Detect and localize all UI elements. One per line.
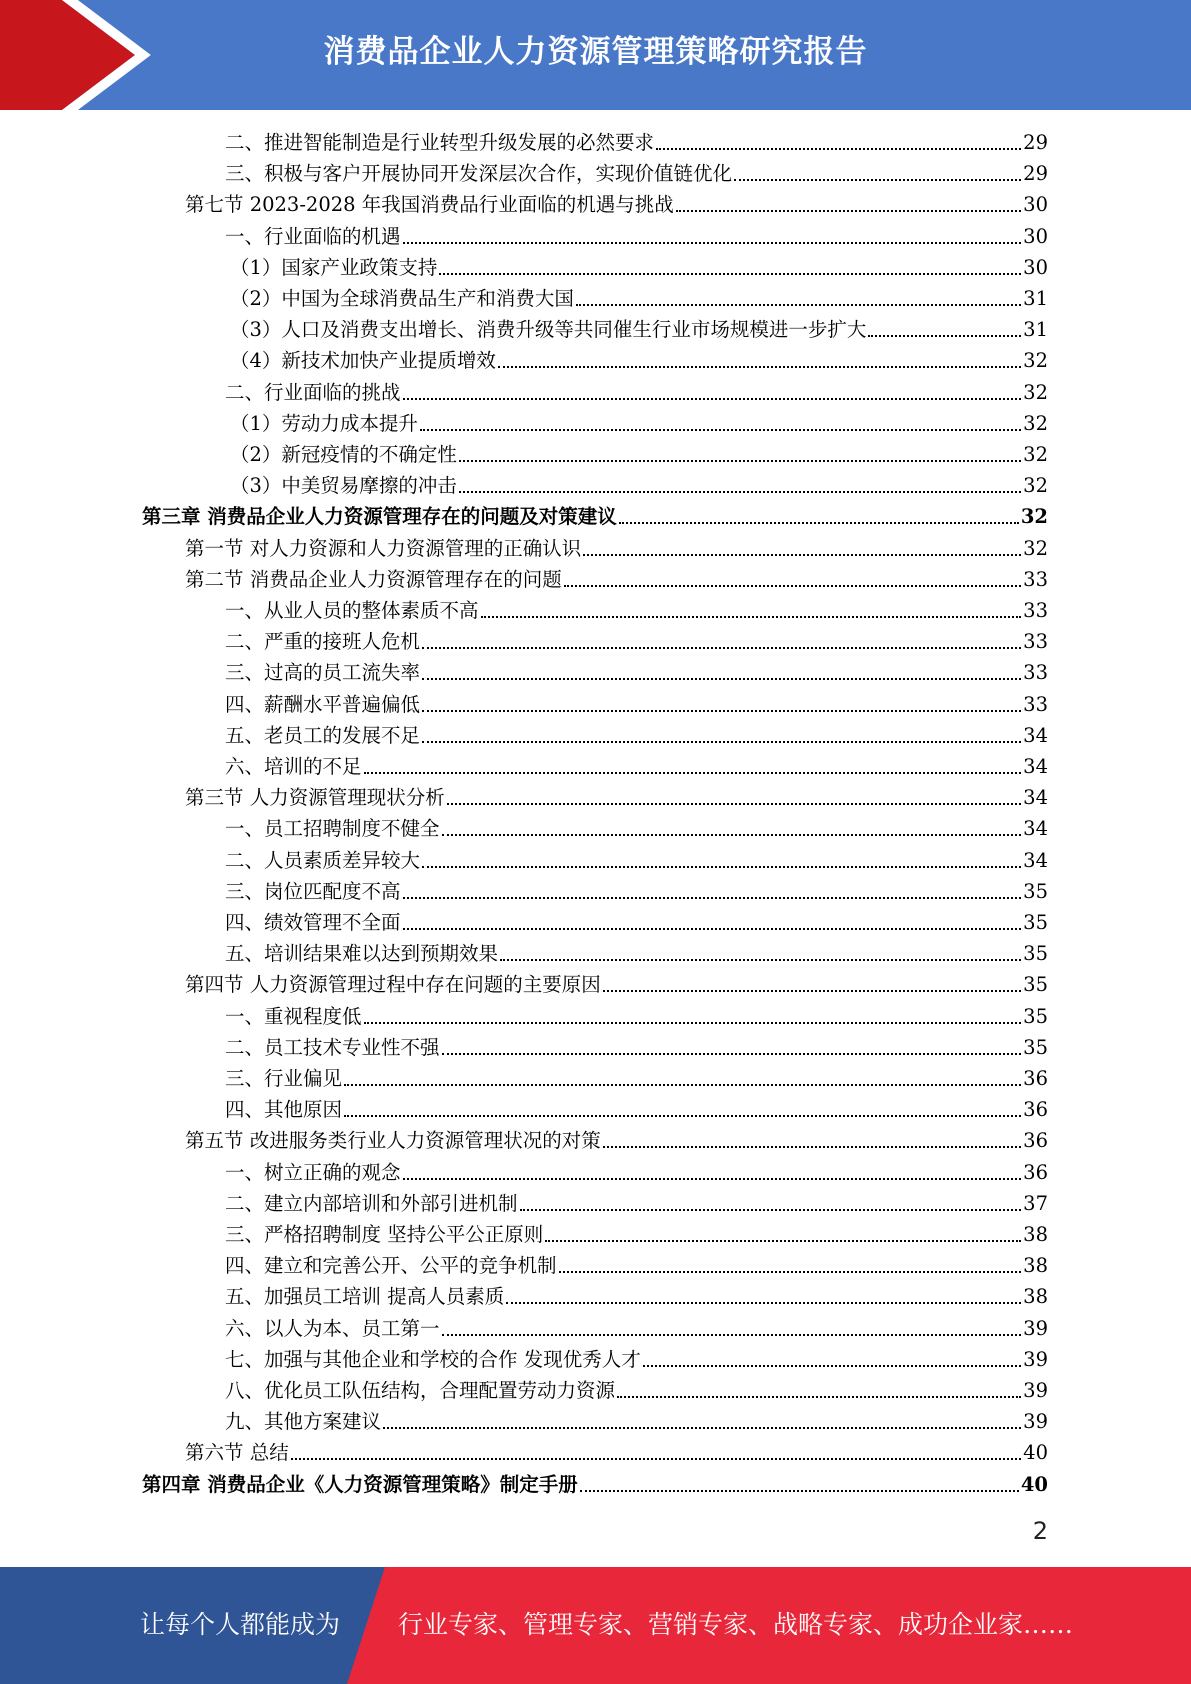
toc-dot-leader <box>422 741 1021 743</box>
toc-entry-title: 三、过高的员工流失率 <box>225 661 421 685</box>
toc-entry-title: 四、建立和完善公开、公平的竞争机制 <box>225 1254 557 1278</box>
toc-page-number: 30 <box>1023 255 1048 279</box>
toc-page-number: 35 <box>1023 1035 1048 1059</box>
toc-page-number: 34 <box>1023 848 1048 872</box>
toc-item-entry[interactable] <box>225 1032 1048 1063</box>
toc-item-entry[interactable] <box>225 689 1048 720</box>
toc-entry-title: 九、其他方案建议 <box>225 1410 382 1434</box>
toc-entry-title: （1）国家产业政策支持 <box>230 255 438 279</box>
toc-page-number: 36 <box>1023 1098 1048 1122</box>
toc-page-number: 30 <box>1023 193 1048 217</box>
toc-dot-leader <box>364 772 1022 774</box>
toc-page-number: 31 <box>1023 287 1048 310</box>
document-title: 消费品企业人力资源管理策略研究报告 <box>323 34 868 70</box>
toc-entry-title: 四、其他原因 <box>225 1098 343 1122</box>
toc-entry-title: （4）新技术加快产业提质增效 <box>230 349 496 373</box>
toc-item-entry[interactable] <box>230 439 1048 470</box>
toc-dot-leader <box>442 834 1022 836</box>
toc-dot-leader <box>545 1240 1021 1242</box>
toc-page-number: 40 <box>1020 1472 1048 1496</box>
toc-dot-leader <box>459 460 1021 462</box>
toc-dot-leader <box>442 1053 1022 1055</box>
toc-dot-leader <box>643 1365 1021 1367</box>
toc-dot-leader <box>422 710 1021 712</box>
toc-entry-title: 第一节 对人力资源和人力资源管理的正确认识 <box>185 536 582 560</box>
toc-entry-title: 二、严重的接班人危机 <box>225 630 421 654</box>
toc-dot-leader <box>364 1022 1022 1024</box>
toc-entry-title: 一、重视程度低 <box>225 1004 362 1028</box>
toc-dot-leader <box>439 273 1021 275</box>
toc-page-number: 32 <box>1023 349 1048 373</box>
toc-entry-title: （3）中美贸易摩擦的冲击 <box>230 474 457 498</box>
toc-page-number: 29 <box>1023 162 1048 186</box>
toc-dot-leader <box>656 148 1021 150</box>
toc-item-entry[interactable] <box>230 314 1048 345</box>
toc-item-entry[interactable] <box>225 1406 1048 1437</box>
toc-page-number: 35 <box>1023 879 1048 903</box>
toc-item-entry[interactable] <box>225 876 1048 907</box>
toc-entry-title: 第四章 消费品企业《人力资源管理策略》制定手册 <box>142 1472 578 1496</box>
toc-entry-title: 二、人员素质差异较大 <box>225 848 421 872</box>
toc-dot-leader <box>559 1271 1022 1273</box>
toc-item-entry[interactable] <box>230 283 1048 314</box>
toc-entry-title: 五、加强员工培训 提高人员素质 <box>225 1285 505 1309</box>
footer-slogan-right: 行业专家、管理专家、营销专家、战略专家、成功企业家…… <box>398 1610 1074 1639</box>
toc-item-entry[interactable] <box>225 938 1048 969</box>
toc-entry-title: 二、行业面临的挑战 <box>225 380 401 404</box>
toc-dot-leader <box>291 1458 1021 1460</box>
toc-entry-title: 六、培训的不足 <box>225 755 362 778</box>
toc-entry-title: 三、严格招聘制度 坚持公平公正原则 <box>225 1223 544 1246</box>
toc-dot-leader <box>442 1334 1022 1336</box>
toc-dot-leader <box>403 1178 1022 1180</box>
toc-item-entry[interactable] <box>225 1157 1048 1188</box>
toc-item-entry[interactable] <box>225 595 1048 626</box>
toc-dot-leader <box>734 179 1021 181</box>
toc-item-entry[interactable] <box>225 221 1048 252</box>
toc-item-entry[interactable] <box>225 1344 1048 1375</box>
toc-dot-leader <box>868 335 1021 337</box>
toc-entry-title: 三、岗位匹配度不高 <box>225 879 401 903</box>
toc-page-number: 32 <box>1020 505 1048 529</box>
toc-item-entry[interactable] <box>225 158 1048 189</box>
toc-entry-title: 一、树立正确的观念 <box>225 1160 401 1184</box>
toc-dot-leader <box>422 678 1021 680</box>
toc-page-number: 32 <box>1023 411 1048 435</box>
toc-page-number: 38 <box>1023 1285 1048 1309</box>
toc-entry-title: （3）人口及消费支出增长、消费升级等共同催生行业市场规模进一步扩大 <box>230 318 867 342</box>
toc-page-number: 34 <box>1023 755 1048 778</box>
toc-dot-leader <box>603 990 1021 992</box>
toc-page-number: 38 <box>1023 1254 1048 1278</box>
toc-entry-title: 一、从业人员的整体素质不高 <box>225 599 479 622</box>
toc-entry-title: 三、行业偏见 <box>225 1067 343 1090</box>
toc-page-number: 34 <box>1023 817 1048 841</box>
toc-page-number: 39 <box>1023 1316 1048 1340</box>
toc-page-number: 39 <box>1023 1410 1048 1434</box>
toc-dot-leader <box>403 242 1022 244</box>
toc-entry-title: 八、优化员工队伍结构，合理配置劳动力资源 <box>225 1379 616 1402</box>
toc-dot-leader <box>459 491 1021 493</box>
toc-page-number: 29 <box>1023 131 1048 154</box>
toc-item-entry[interactable] <box>225 1375 1048 1406</box>
toc-page-number: 39 <box>1023 1347 1048 1371</box>
toc-dot-leader <box>498 366 1021 368</box>
toc-page-number: 35 <box>1023 973 1048 997</box>
toc-page-number: 34 <box>1023 723 1048 747</box>
toc-dot-leader <box>603 1146 1021 1148</box>
toc-page-number: 39 <box>1023 1379 1048 1402</box>
toc-entry-title: 五、培训结果难以达到预期效果 <box>225 942 499 966</box>
toc-dot-leader <box>344 1084 1021 1086</box>
toc-item-entry[interactable] <box>225 813 1048 844</box>
toc-entry-title: 四、薪酬水平普遍偏低 <box>225 692 421 716</box>
toc-page-number: 32 <box>1023 443 1048 466</box>
toc-entry-title: （2）新冠疫情的不确定性 <box>230 443 457 466</box>
toc-page-number: 32 <box>1023 380 1048 404</box>
toc-dot-leader <box>619 522 1019 524</box>
toc-entry-title: 第五节 改进服务类行业人力资源管理状况的对策 <box>185 1129 601 1153</box>
toc-page-number: 35 <box>1023 1004 1048 1028</box>
toc-item-entry[interactable] <box>225 720 1048 751</box>
toc-chapter-entry[interactable] <box>142 501 1048 532</box>
toc-item-entry[interactable] <box>225 1094 1048 1125</box>
page-header <box>0 0 1191 110</box>
toc-item-entry[interactable] <box>225 1281 1048 1312</box>
toc-item-entry[interactable] <box>225 127 1048 158</box>
toc-page-number: 30 <box>1023 224 1048 248</box>
toc-page-number: 32 <box>1023 536 1048 560</box>
toc-dot-leader <box>403 897 1022 899</box>
toc-section-entry[interactable] <box>185 1125 1048 1156</box>
toc-entry-title: 四、绩效管理不全面 <box>225 911 401 934</box>
toc-dot-leader <box>403 928 1022 930</box>
toc-item-entry[interactable] <box>225 1250 1048 1281</box>
toc-item-entry[interactable] <box>225 1001 1048 1032</box>
toc-page-number: 33 <box>1023 630 1048 654</box>
toc-item-entry[interactable] <box>225 626 1048 657</box>
toc-dot-leader <box>676 210 1021 212</box>
toc-dot-leader <box>564 585 1021 587</box>
toc-entry-title: 三、积极与客户开展协同开发深层次合作，实现价值链优化 <box>225 162 733 186</box>
toc-page-number: 31 <box>1023 318 1048 342</box>
toc-dot-leader <box>576 304 1021 306</box>
toc-dot-leader <box>403 398 1022 400</box>
toc-item-entry[interactable] <box>225 845 1048 876</box>
toc-section-entry[interactable] <box>185 782 1048 813</box>
toc-page-number: 36 <box>1023 1067 1048 1090</box>
toc-item-entry[interactable] <box>225 1219 1048 1250</box>
toc-entry-title: 二、员工技术专业性不强 <box>225 1035 440 1059</box>
toc-item-entry[interactable] <box>230 252 1048 283</box>
toc-entry-title: 第七节 2023-2028 年我国消费品行业面临的机遇与挑战 <box>185 193 674 217</box>
toc-entry-title: 二、推进智能制造是行业转型升级发展的必然要求 <box>225 131 655 154</box>
toc-dot-leader <box>506 1302 1021 1304</box>
toc-entry-title: 第六节 总结 <box>185 1441 289 1465</box>
toc-entry-title: 第四节 人力资源管理过程中存在问题的主要原因 <box>185 973 601 997</box>
toc-page-number: 33 <box>1023 599 1048 622</box>
toc-dot-leader <box>422 647 1021 649</box>
page-footer <box>0 1567 1191 1684</box>
toc-chapter-entry[interactable] <box>142 1469 1048 1500</box>
toc-dot-leader <box>617 1396 1021 1398</box>
toc-dot-leader <box>420 429 1021 431</box>
toc-page-number: 33 <box>1023 692 1048 716</box>
toc-section-entry[interactable] <box>185 533 1048 564</box>
toc-section-entry[interactable] <box>185 1437 1048 1468</box>
toc-entry-title: 二、建立内部培训和外部引进机制 <box>225 1191 518 1215</box>
toc-entry-title: （1）劳动力成本提升 <box>230 411 418 435</box>
toc-dot-leader <box>344 1115 1021 1117</box>
toc-dot-leader <box>481 616 1022 618</box>
toc-item-entry[interactable] <box>225 657 1048 688</box>
toc-page-number: 36 <box>1023 1129 1048 1153</box>
toc-page-number: 34 <box>1023 786 1048 810</box>
toc-page-number: 33 <box>1023 661 1048 685</box>
toc-dot-leader <box>383 1427 1021 1429</box>
toc-item-entry[interactable] <box>225 907 1048 938</box>
toc-item-entry[interactable] <box>230 470 1048 501</box>
toc-section-entry[interactable] <box>185 189 1048 220</box>
toc-dot-leader <box>520 1209 1022 1211</box>
toc-entry-title: 第三章 消费品企业人力资源管理存在的问题及对策建议 <box>142 505 617 529</box>
toc-entry-title: 一、员工招聘制度不健全 <box>225 817 440 841</box>
toc-entry-title: （2）中国为全球消费品生产和消费大国 <box>230 287 574 310</box>
toc-page-number: 35 <box>1023 911 1048 934</box>
toc-page-number: 38 <box>1023 1223 1048 1246</box>
toc-item-entry[interactable] <box>225 1188 1048 1219</box>
toc-section-entry[interactable] <box>185 564 1048 595</box>
toc-entry-title: 第三节 人力资源管理现状分析 <box>185 786 445 810</box>
toc-item-entry[interactable] <box>230 408 1048 439</box>
toc-page-number: 37 <box>1023 1191 1048 1215</box>
toc-item-entry[interactable] <box>230 345 1048 376</box>
toc-section-entry[interactable] <box>185 969 1048 1000</box>
footer-slogan-left: 让每个人都能成为 <box>140 1610 341 1639</box>
toc-dot-leader <box>447 803 1021 805</box>
toc-entry-title: 一、行业面临的机遇 <box>225 224 401 248</box>
toc-page-number: 36 <box>1023 1160 1048 1184</box>
toc-item-entry[interactable] <box>225 1063 1048 1094</box>
toc-item-entry[interactable] <box>225 751 1048 782</box>
page-number: 2 <box>1032 1517 1048 1545</box>
toc-page-number: 32 <box>1023 474 1048 498</box>
toc-entry-title: 六、以人为本、员工第一 <box>225 1316 440 1340</box>
toc-item-entry[interactable] <box>225 377 1048 408</box>
toc-dot-leader <box>422 866 1021 868</box>
toc-entry-title: 第二节 消费品企业人力资源管理存在的问题 <box>185 567 562 591</box>
toc-dot-leader <box>500 959 1021 961</box>
toc-item-entry[interactable] <box>225 1313 1048 1344</box>
toc-page-number: 33 <box>1023 567 1048 591</box>
toc-entry-title: 五、老员工的发展不足 <box>225 723 421 747</box>
toc-dot-leader <box>580 1490 1019 1492</box>
toc-page-number: 40 <box>1023 1441 1048 1465</box>
toc-page-number: 35 <box>1023 942 1048 966</box>
toc-dot-leader <box>583 554 1021 556</box>
toc-entry-title: 七、加强与其他企业和学校的合作 发现优秀人才 <box>225 1347 641 1371</box>
